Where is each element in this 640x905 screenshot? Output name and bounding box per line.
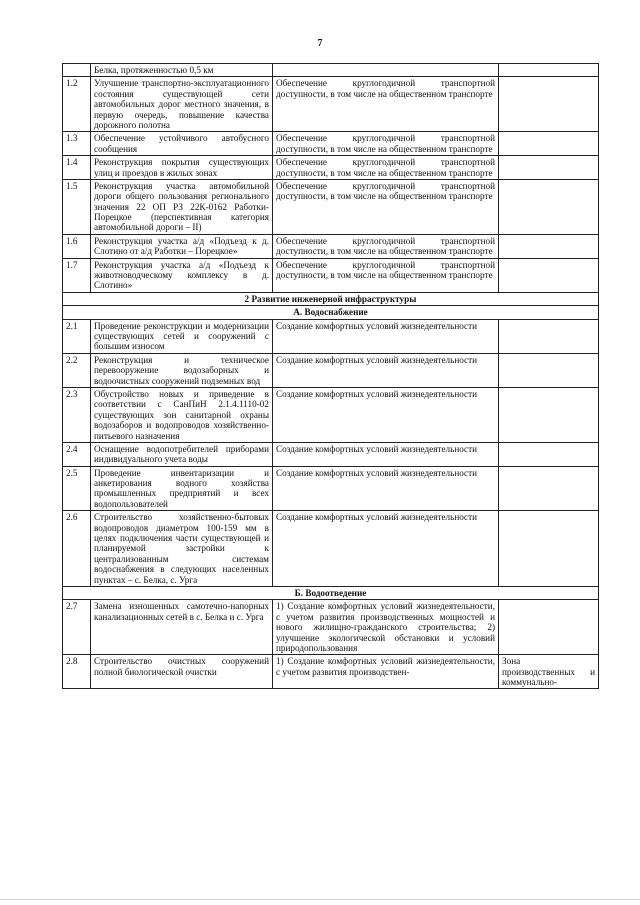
goal-cell: Обеспечение круглогодичной транспортной доступности, в том числе на общественном транспорте [273, 258, 499, 292]
table-row [63, 655, 599, 689]
zone-cell [499, 258, 599, 292]
row-number-cell: 2.8 [63, 655, 91, 689]
zone-cell [499, 77, 599, 132]
goal-cell: 1) Создание комфортных условий жизнедеятельности, с учетом развития производствен- [273, 655, 499, 689]
table-row [63, 442, 599, 466]
table-row [63, 511, 599, 587]
zone-cell [499, 387, 599, 442]
measure-name-cell: Проведение реконструкции и модернизации существующих сетей и сооружений с большим износом [91, 319, 273, 353]
goal-cell: Создание комфортных условий жизнедеятельности [273, 466, 499, 511]
zone-cell [499, 353, 599, 387]
goal-cell: Обеспечение круглогодичной транспортной доступности, в том числе на общественном транспорте [273, 156, 499, 180]
row-number-cell: 2.2 [63, 353, 91, 387]
measure-name-cell: Обустройство новых и приведение в соответствии с СанПиН 2.1.4.1110-02 существующих зон санитарной охраны водозаборов и водопроводов хозяйственно-питьевого назначения [91, 387, 273, 442]
row-number-cell: 1.7 [63, 258, 91, 292]
row-number-cell: 1.6 [63, 234, 91, 258]
subsection-heading-water-supply: А. Водоснабжение [63, 306, 599, 319]
row-number-cell [63, 64, 91, 77]
zone-cell [499, 132, 599, 156]
row-number-cell: 2.6 [63, 511, 91, 587]
goal-cell: Обеспечение круглогодичной транспортной доступности, в том числе на общественном транспорте [273, 132, 499, 156]
measure-name-cell: Реконструкция покрытия существующих улиц и проездов в жилых зонах [91, 156, 273, 180]
table-row [63, 353, 599, 387]
table-row [63, 600, 599, 655]
zone-cell [499, 511, 599, 587]
measures-table [62, 63, 599, 689]
zone-cell [499, 600, 599, 655]
table-row [63, 387, 599, 442]
measure-name-cell: Замена изношенных самотечно-напорных канализационных сетей в с. Белка и с. Урга [91, 600, 273, 655]
zone-cell: Зона производственных и коммунально- [499, 655, 599, 689]
table-row [63, 64, 599, 77]
row-number-cell: 2.4 [63, 442, 91, 466]
scan-edge-line [0, 899, 640, 900]
measure-name-cell: Улучшение транспортно-эксплуатационного состояния существующей сети автомобильных дорог местного значения, в первую очередь, повышение качества дорожного полотна [91, 77, 273, 132]
table-row [63, 179, 599, 234]
table-row [63, 319, 599, 353]
goal-cell [273, 64, 499, 77]
zone-cell [499, 179, 599, 234]
table-row [63, 77, 599, 132]
measure-name-cell: Строительство хозяйственно-бытовых водопроводов диаметром 100-159 мм в целях подключения части существующей и планируемой застройки к централизованным системам водоснабжения в следующих населенных пунктах – с. Белка, с. Урга [91, 511, 273, 587]
goal-cell: Обеспечение круглогодичной транспортной доступности, в том числе на общественном транспорте [273, 234, 499, 258]
table-row [63, 234, 599, 258]
goal-cell: Создание комфортных условий жизнедеятельности [273, 442, 499, 466]
row-number-cell: 2.5 [63, 466, 91, 511]
goal-cell: Обеспечение круглогодичной транспортной доступности, в том числе на общественном транспорте [273, 77, 499, 132]
row-number-cell: 1.3 [63, 132, 91, 156]
row-number-cell: 1.5 [63, 179, 91, 234]
measure-name-cell: Реконструкция участка а/д «Подъезд к животноводческому комплексу в д. Слотино» [91, 258, 273, 292]
measure-name-cell: Реконструкция участка а/д «Подъезд к д. Слотино от а/д Работки – Порецкое» [91, 234, 273, 258]
row-number-cell: 2.1 [63, 319, 91, 353]
table-row [63, 258, 599, 292]
page-number: 7 [317, 38, 323, 49]
goal-cell: 1) Создание комфортных условий жизнедеятельности, с учетом развития производственных мощностей и нового жилищно-гражданского строительства; 2) улучшение экологической обстановки и условий природопользования [273, 600, 499, 655]
goal-cell: Обеспечение круглогодичной транспортной доступности, в том числе на общественном транспорте [273, 179, 499, 234]
table-row [63, 156, 599, 180]
table-row [63, 132, 599, 156]
subsection-heading-sewerage: Б. Водоотведение [63, 586, 599, 599]
goal-cell: Создание комфортных условий жизнедеятельности [273, 319, 499, 353]
section-heading: 2 Развитие инженерной инфраструктуры [63, 292, 599, 305]
subsection-heading-row [63, 306, 599, 319]
measure-name-cell: Оснащение водопотребителей приборами индивидуального учета воды [91, 442, 273, 466]
measure-name-cell: Обеспечение устойчивого автобусного сообщения [91, 132, 273, 156]
subsection-heading-row [63, 586, 599, 599]
measure-name-cell: Реконструкция и техническое перевооружение водозаборных и водоочистных сооружений подземных вод [91, 353, 273, 387]
row-number-cell: 2.7 [63, 600, 91, 655]
zone-cell [499, 319, 599, 353]
goal-cell: Создание комфортных условий жизнедеятельности [273, 387, 499, 442]
measure-name-cell: Проведение инвентаризации и анкетирования водного хозяйства промышленных предприятий и всех водопользователей [91, 466, 273, 511]
measure-name-cell: Белка, протяженностью 0,5 км [91, 64, 273, 77]
row-number-cell: 1.2 [63, 77, 91, 132]
zone-cell [499, 442, 599, 466]
measure-name-cell: Строительство очистных сооружений полной биологической очистки [91, 655, 273, 689]
table-row [63, 466, 599, 511]
goal-cell: Создание комфортных условий жизнедеятельности [273, 353, 499, 387]
zone-cell [499, 234, 599, 258]
row-number-cell: 2.3 [63, 387, 91, 442]
measure-name-cell: Реконструкция участка автомобильной дороги общего пользования регионального значения 22 ОП РЗ 22К-0162 Работки-Порецкое (перспективная категория автомобильной дороги – II) [91, 179, 273, 234]
zone-cell [499, 156, 599, 180]
row-number-cell: 1.4 [63, 156, 91, 180]
zone-cell [499, 64, 599, 77]
goal-cell: Создание комфортных условий жизнедеятельности [273, 511, 499, 587]
zone-cell [499, 466, 599, 511]
section-heading-row [63, 292, 599, 305]
